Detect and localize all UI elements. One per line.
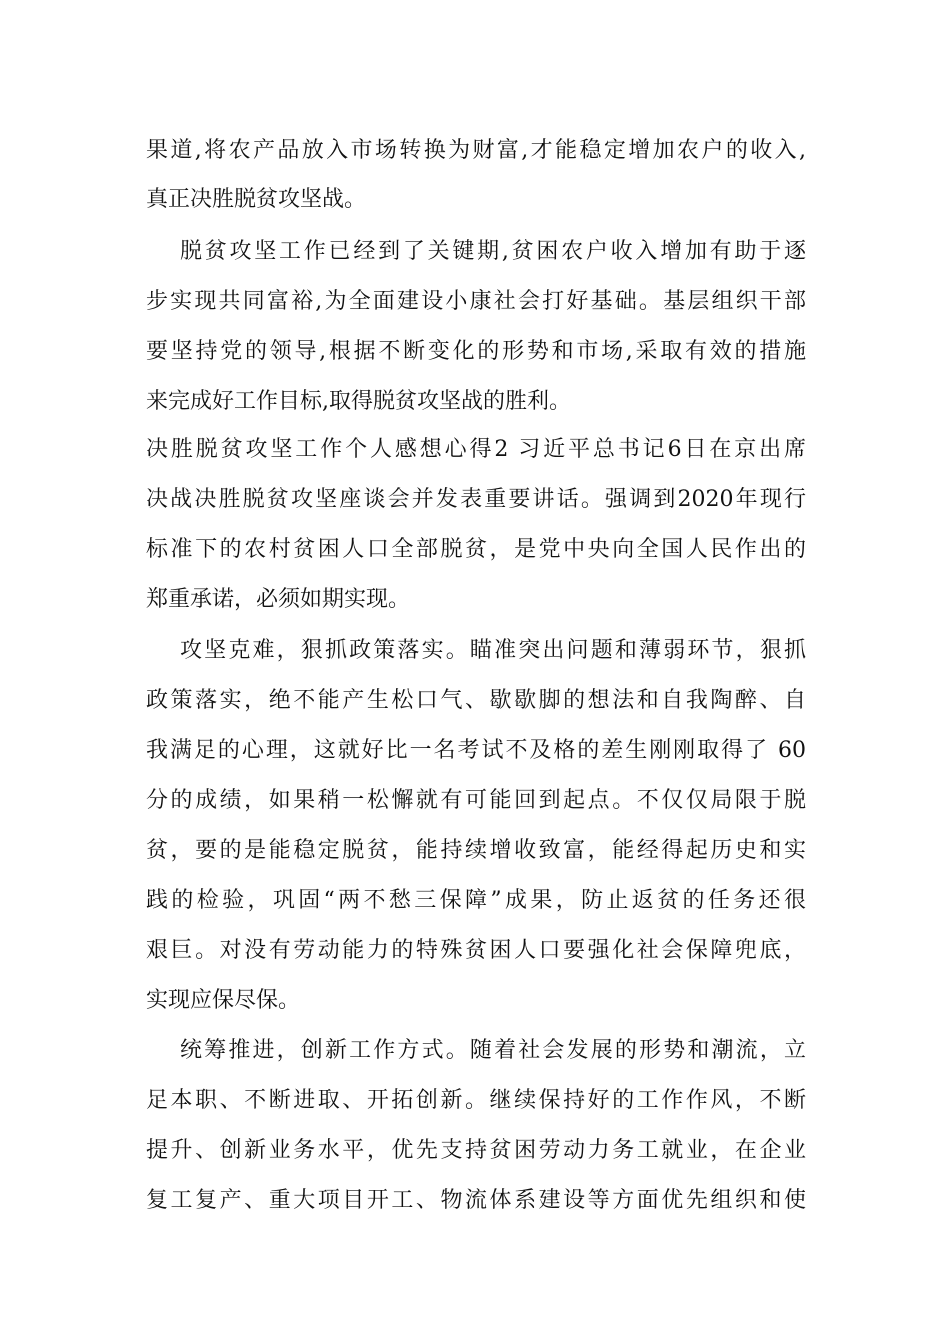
text-line: 果道,将农产品放入市场转换为财富,才能稳定增加农户的收入, [146, 138, 806, 163]
text-line: 实现应保尽保。 [146, 988, 301, 1013]
text-line: 决战决胜脱贫攻坚座谈会并发表重要讲话。强调到2020年现行 [146, 487, 806, 512]
text-line: 标准下的农村贫困人口全部脱贫，是党中央向全国人民作出的 [146, 537, 806, 562]
text-line: 分的成绩，如果稍一松懈就有可能回到起点。不仅仅局限于脱 [146, 788, 806, 813]
text-line: 艰巨。对没有劳动能力的特殊贫困人口要强化社会保障兜底， [146, 938, 806, 963]
text-line: 复工复产、重大项目开工、物流体系建设等方面优先组织和使 [146, 1188, 806, 1213]
text-line: 践的检验，巩固“两不愁三保障”成果，防止返贫的任务还很 [146, 888, 806, 913]
text-line: 郑重承诺，必须如期实现。 [146, 587, 411, 612]
text-line: 贫，要的是能稳定脱贫，能持续增收致富，能经得起历史和实 [146, 838, 806, 863]
text-line: 真正决胜脱贫攻坚战。 [146, 187, 367, 212]
paragraph-start-line: 统筹推进，创新工作方式。随着社会发展的形势和潮流，立 [180, 1038, 806, 1063]
text-line: 来完成好工作目标,取得脱贫攻坚战的胜利。 [146, 389, 571, 414]
text-line: 政策落实，绝不能产生松口气、歇歇脚的想法和自我陶醉、自 [146, 688, 806, 713]
text-line: 足本职、不断进取、开拓创新。继续保持好的工作作风，不断 [146, 1088, 806, 1113]
text-line: 步实现共同富裕,为全面建设小康社会打好基础。基层组织干部 [146, 289, 806, 314]
section-heading-line: 决胜脱贫攻坚工作个人感想心得2 习近平总书记6日在京出席 [146, 437, 806, 462]
text-line: 提升、创新业务水平，优先支持贫困劳动力务工就业，在企业 [146, 1138, 806, 1163]
text-line: 我满足的心理，这就好比一名考试不及格的差生刚刚取得了 60 [146, 738, 806, 763]
paragraph-start-line: 脱贫攻坚工作已经到了关键期,贫困农户收入增加有助于逐 [180, 239, 806, 264]
text-line: 要坚持党的领导,根据不断变化的形势和市场,采取有效的措施 [146, 339, 806, 364]
paragraph-start-line: 攻坚克难，狠抓政策落实。瞄准突出问题和薄弱环节，狠抓 [180, 638, 806, 663]
